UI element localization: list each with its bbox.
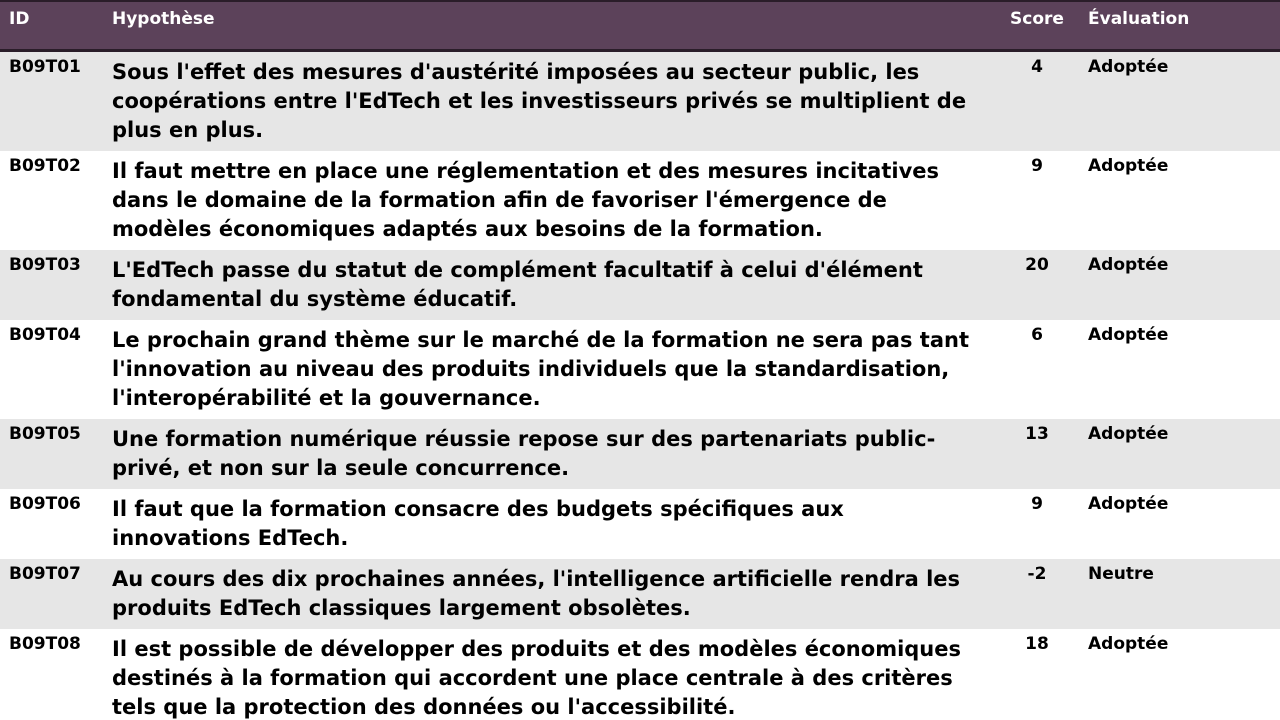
row-hypothesis: Il faut mettre en place une réglementation et des mesures incitatives dans le domaine de la formation afin de favoriser l'émergence de modèles économiques adaptés aux besoins de la formation. [112,158,940,241]
row-evaluation: Adoptée [1088,493,1169,514]
table-row [0,489,1280,559]
row-score: 6 [1031,324,1043,345]
header-id[interactable]: ID [0,1,103,50]
row-id: B09T04 [9,324,81,345]
row-hypothesis: Sous l'effet des mesures d'austérité imposées au secteur public, les coopérations entre l'EdTech et les investisseurs privés se multiplient de plus en plus. [112,59,967,142]
row-evaluation: Adoptée [1088,56,1169,77]
row-score: 13 [1025,423,1049,444]
header-row [0,1,1280,50]
row-id: B09T07 [9,563,81,584]
row-id: B09T06 [9,493,81,514]
row-score: 20 [1025,254,1049,275]
table-row [0,629,1280,720]
row-id: B09T08 [9,633,81,654]
row-hypothesis: Au cours des dix prochaines années, l'intelligence artificielle rendra les produits EdTech classiques largement obsolètes. [112,566,961,620]
row-hypothesis: Le prochain grand thème sur le marché de la formation ne sera pas tant l'innovation au niveau des produits individuels que la standardisation, l'interopérabilité et la gouvernance. [112,327,969,410]
row-id: B09T02 [9,155,81,176]
row-score: 18 [1025,633,1049,654]
table-row [0,320,1280,419]
row-evaluation: Adoptée [1088,155,1169,176]
table-row [0,151,1280,250]
row-score: 9 [1031,493,1043,514]
row-score: 9 [1031,155,1043,176]
row-id: B09T03 [9,254,81,275]
header-score[interactable]: Score [1000,1,1074,50]
table-row [0,419,1280,489]
header-hypothesis[interactable]: Hypothèse [103,1,1000,50]
row-evaluation: Adoptée [1088,423,1169,444]
row-hypothesis: Il est possible de développer des produits et des modèles économiques destinés à la formation qui accordent une place centrale à des critères tels que la protection des données ou l'accessibilité. [112,636,961,719]
table-row [0,250,1280,320]
row-score: 4 [1031,56,1043,77]
row-id: B09T05 [9,423,81,444]
row-evaluation: Adoptée [1088,254,1169,275]
row-evaluation: Neutre [1088,563,1154,584]
row-score: -2 [1027,563,1047,584]
row-evaluation: Adoptée [1088,324,1169,345]
table-row [0,50,1280,151]
row-id: B09T01 [9,56,81,77]
table-body [0,50,1280,720]
table-header [0,1,1280,50]
row-hypothesis: Il faut que la formation consacre des budgets spécifiques aux innovations EdTech. [112,496,844,550]
row-evaluation: Adoptée [1088,633,1169,654]
table-row [0,559,1280,629]
row-hypothesis: L'EdTech passe du statut de complément facultatif à celui d'élément fondamental du système éducatif. [112,257,923,311]
header-evaluation[interactable]: Évaluation [1074,1,1280,50]
row-hypothesis: Une formation numérique réussie repose sur des partenariats public-privé, et non sur la seule concurrence. [112,426,936,480]
